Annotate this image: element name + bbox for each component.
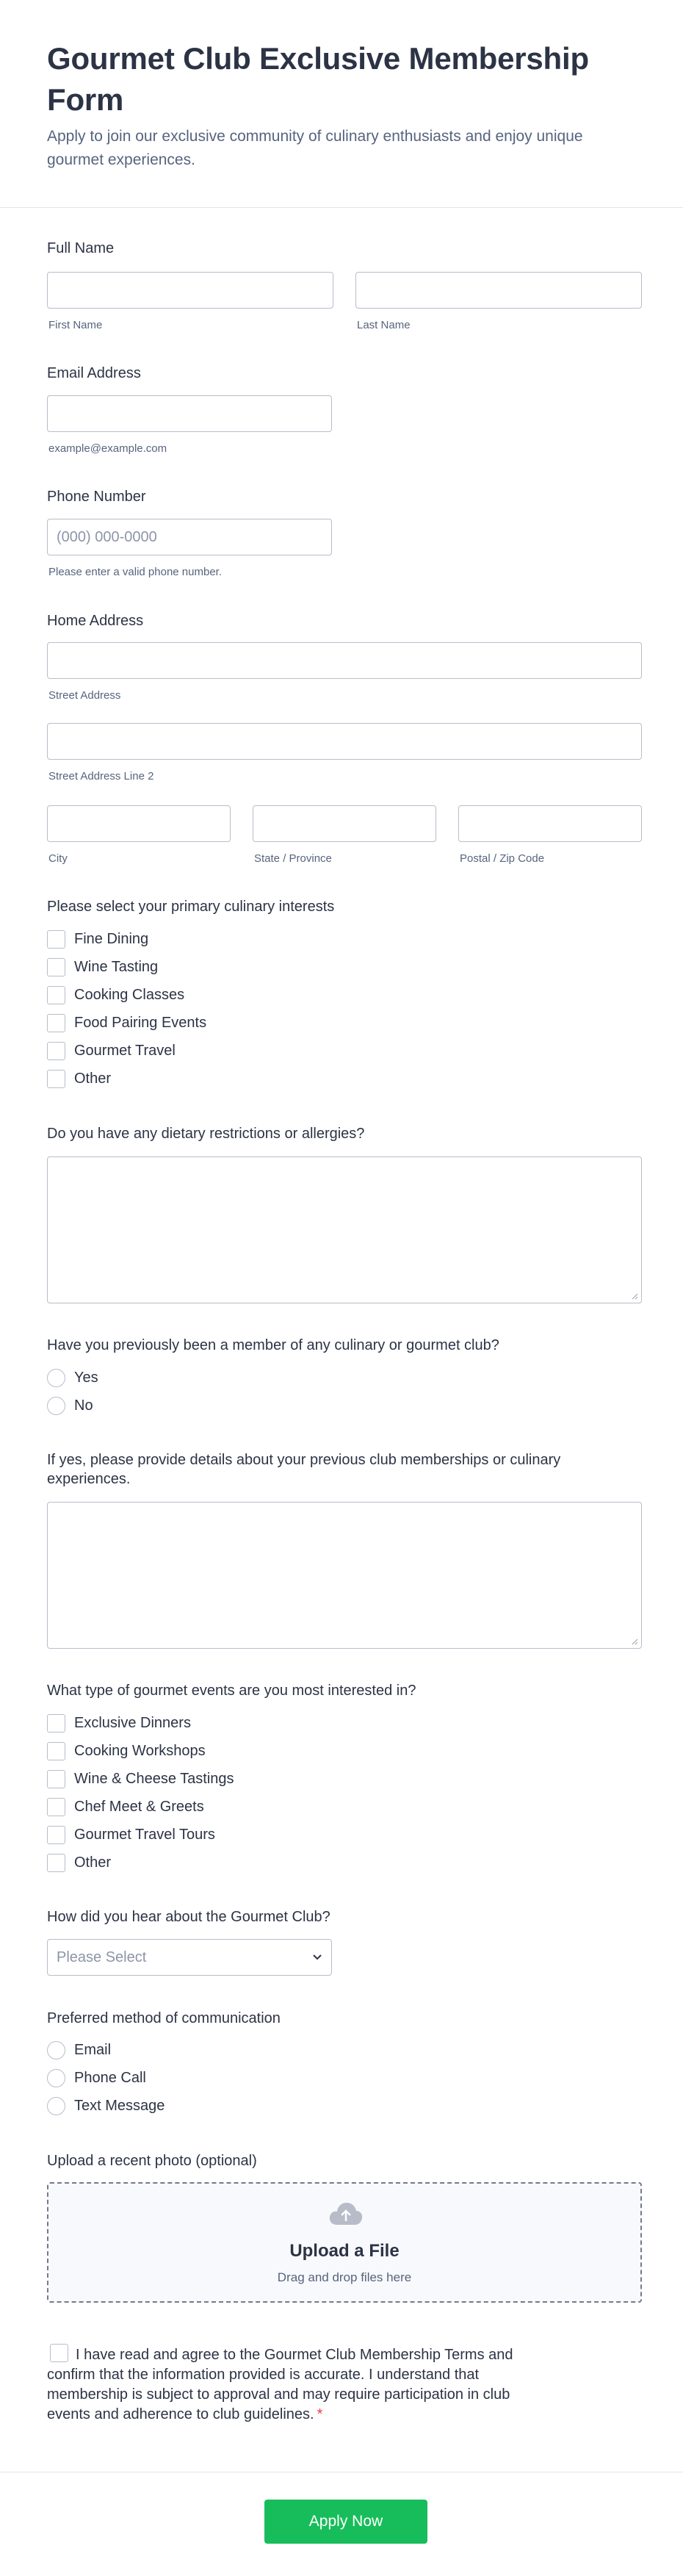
communication-option[interactable]: Text Message <box>47 2095 165 2116</box>
previous-member-option[interactable]: Yes <box>47 1367 98 1388</box>
referral-label: How did you hear about the Gourmet Club? <box>47 1909 330 1925</box>
event-option[interactable]: Wine & Cheese Tastings <box>47 1769 234 1789</box>
terms-text: I have read and agree to the Gourmet Club Membership Terms and confirm that the information provided is accurate. I understand that membership is subject to approval and may require participation in club events and adherence to club guidelines. <box>47 2347 513 2422</box>
zip-sublabel: Postal / Zip Code <box>460 852 545 865</box>
checkbox[interactable] <box>47 1042 65 1060</box>
interest-option[interactable]: Wine Tasting <box>47 957 158 977</box>
checkbox[interactable] <box>47 930 65 949</box>
street-address-sublabel: Street Address <box>48 689 121 702</box>
apply-now-button[interactable]: Apply Now <box>264 2500 427 2544</box>
zip-input[interactable] <box>458 805 642 842</box>
page-title: Gourmet Club Exclusive Membership Form <box>47 41 589 117</box>
city-input[interactable] <box>47 805 231 842</box>
street-address-input[interactable] <box>47 642 642 679</box>
communication-option[interactable]: Email <box>47 2040 111 2060</box>
chevron-down-icon <box>312 1954 322 1961</box>
last-name-sublabel: Last Name <box>357 319 411 331</box>
form-header <box>0 0 683 208</box>
interest-option[interactable]: Other <box>47 1068 111 1089</box>
address-label: Home Address <box>47 613 144 629</box>
checkbox[interactable] <box>47 1826 65 1844</box>
referral-select-value: Please Select <box>57 1949 147 1965</box>
event-option[interactable]: Chef Meet & Greets <box>47 1796 204 1817</box>
email-label: Email Address <box>47 365 141 381</box>
full-name-label: Full Name <box>47 240 115 256</box>
checkbox[interactable] <box>47 1014 65 1032</box>
phone-sublabel: Please enter a valid phone number. <box>48 566 222 578</box>
radio-button[interactable] <box>47 2097 65 2115</box>
upload-title: Upload a File <box>289 2241 400 2261</box>
street-address-2-input[interactable] <box>47 723 642 760</box>
page-subtitle: Apply to join our exclusive community of culinary enthusiasts and enjoy unique gourmet experiences. <box>47 128 583 168</box>
checkbox[interactable] <box>47 986 65 1004</box>
checkbox[interactable] <box>47 958 65 976</box>
phone-input[interactable] <box>47 519 332 555</box>
interest-option[interactable]: Fine Dining <box>47 929 148 949</box>
checkbox[interactable] <box>47 1798 65 1816</box>
communication-option[interactable]: Phone Call <box>47 2068 146 2088</box>
event-option[interactable]: Exclusive Dinners <box>47 1713 191 1733</box>
event-option[interactable]: Gourmet Travel Tours <box>47 1824 215 1845</box>
phone-label: Phone Number <box>47 489 146 505</box>
checkbox[interactable] <box>47 1070 65 1088</box>
previous-member-label: Have you previously been a member of any culinary or gourmet club? <box>47 1337 499 1353</box>
resize-grip-icon[interactable] <box>631 1638 638 1645</box>
previous-details-label: If yes, please provide details about your previous club memberships or culinary experiences. <box>47 1452 561 1487</box>
dietary-label: Do you have any dietary restrictions or allergies? <box>47 1126 365 1142</box>
state-sublabel: State / Province <box>254 852 332 865</box>
terms-agreement <box>47 2344 554 2425</box>
terms-checkbox[interactable] <box>50 2344 68 2362</box>
checkbox[interactable] <box>47 1714 65 1733</box>
event-option[interactable]: Cooking Workshops <box>47 1741 206 1761</box>
email-input[interactable] <box>47 395 332 432</box>
interests-label: Please select your primary culinary interests <box>47 899 335 915</box>
checkbox[interactable] <box>47 1742 65 1760</box>
radio-button[interactable] <box>47 2069 65 2087</box>
event-option[interactable]: Other <box>47 1852 111 1873</box>
last-name-input[interactable] <box>355 272 642 309</box>
radio-button[interactable] <box>47 1397 65 1415</box>
state-input[interactable] <box>253 805 436 842</box>
interest-option[interactable]: Food Pairing Events <box>47 1012 206 1033</box>
communication-label: Preferred method of communication <box>47 2010 281 2026</box>
file-upload-dropzone[interactable] <box>47 2182 642 2303</box>
photo-label: Upload a recent photo (optional) <box>47 2153 257 2169</box>
first-name-input[interactable] <box>47 272 333 309</box>
events-label: What type of gourmet events are you most interested in? <box>47 1683 416 1699</box>
checkbox[interactable] <box>47 1770 65 1788</box>
previous-details-textarea[interactable] <box>47 1502 642 1649</box>
checkbox[interactable] <box>47 1854 65 1872</box>
street-address-2-sublabel: Street Address Line 2 <box>48 770 154 782</box>
resize-grip-icon[interactable] <box>631 1292 638 1300</box>
radio-button[interactable] <box>47 2041 65 2059</box>
email-sublabel: example@example.com <box>48 442 167 455</box>
interest-option[interactable]: Gourmet Travel <box>47 1040 176 1061</box>
cloud-upload-icon <box>328 2201 364 2226</box>
interest-option[interactable]: Cooking Classes <box>47 985 184 1005</box>
upload-subtitle: Drag and drop files here <box>277 2270 412 2284</box>
radio-button[interactable] <box>47 1369 65 1387</box>
city-sublabel: City <box>48 852 68 865</box>
referral-select[interactable] <box>47 1939 332 1976</box>
previous-member-option[interactable]: No <box>47 1395 93 1416</box>
dietary-textarea[interactable] <box>47 1156 642 1303</box>
required-mark: * <box>317 2406 323 2422</box>
first-name-sublabel: First Name <box>48 319 103 331</box>
